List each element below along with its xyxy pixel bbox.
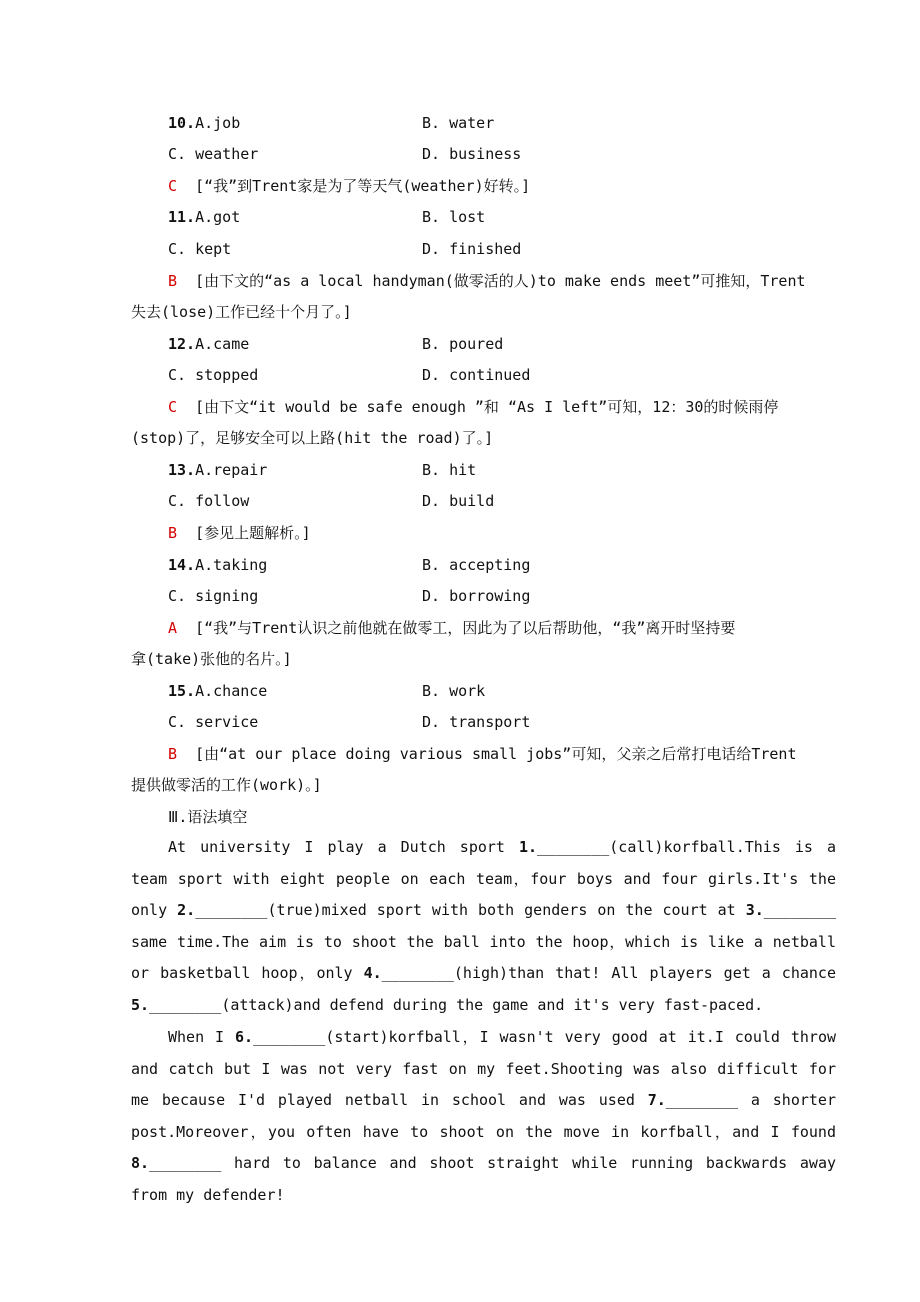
blank: ________ — [763, 901, 836, 920]
answer-key: B — [168, 524, 178, 542]
answer-explanation — [168, 744, 796, 764]
option-a: A.taking — [195, 556, 268, 574]
question-number: 11. — [168, 208, 196, 226]
question-15-row1 — [168, 681, 267, 701]
explanation-text: [由下文“it would be safe enough ”和 “As I left”可知，12：30的时候雨停 — [195, 398, 779, 416]
option-c: C. follow — [168, 492, 250, 510]
question-14-row1 — [168, 555, 267, 575]
blank: ________ — [665, 1091, 739, 1110]
option-b: B. work — [422, 682, 486, 700]
passage-text: (true)mixed sport with both genders on the court at — [267, 901, 746, 920]
option-d: D. transport — [422, 713, 531, 731]
answer-key: B — [168, 272, 178, 290]
question-number: 14. — [168, 556, 196, 574]
option-a: A.repair — [195, 461, 268, 479]
answer-explanation — [168, 523, 311, 543]
option-b: B. poured — [422, 335, 504, 353]
passage-text: At university I play a Dutch sport — [168, 838, 519, 856]
option-d: D. build — [422, 492, 495, 510]
option-c: C. weather — [168, 145, 259, 163]
answer-key: C — [168, 177, 178, 195]
section-title: Ⅲ.语法填空 — [168, 808, 248, 826]
answer-explanation — [168, 176, 530, 196]
blank-number: 2. — [177, 901, 196, 920]
answer-key: B — [168, 745, 178, 763]
answer-explanation — [168, 618, 735, 638]
option-c: C. kept — [168, 240, 232, 258]
blank: ________ — [537, 838, 610, 856]
explanation-continued: 提供做零活的工作(work)。] — [131, 776, 322, 794]
blank: ________ — [149, 995, 222, 1014]
question-11-row1 — [168, 207, 240, 227]
option-b: B. water — [422, 114, 495, 132]
passage-text: When I — [168, 1028, 236, 1046]
passage-text: (call)korfball.This is a team sport with eight people on each team，four boys and four girls.It's the only — [131, 838, 836, 920]
question-number: 15. — [168, 682, 196, 700]
blank: ________ — [195, 901, 268, 920]
explanation-text: [由“at our place doing various small jobs”可知，父亲之后常打电话给Trent — [195, 745, 797, 763]
option-c: C. stopped — [168, 366, 259, 384]
passage-text: hard to balance and shoot straight while running backwards away from my defender! — [131, 1154, 836, 1204]
option-c: C. service — [168, 713, 259, 731]
question-number: 13. — [168, 461, 196, 479]
question-12-row1 — [168, 334, 249, 354]
passage-text: (start)korfball，I wasn't very good at it.I could throw and catch but I was not very fast on my feet.Shooting was also difficult for me because I'd played netball in school and was used — [131, 1028, 836, 1110]
question-number: 10. — [168, 114, 196, 132]
passage-text: (high)than that! All players get a chance — [453, 964, 836, 983]
question-number: 12. — [168, 335, 196, 353]
blank-number: 6. — [235, 1028, 254, 1046]
question-13-row1 — [168, 460, 267, 480]
explanation-continued: 失去(lose)工作已经十个月了。] — [131, 303, 352, 321]
passage-paragraph-2 — [131, 1022, 836, 1212]
answer-key: A — [168, 619, 178, 637]
option-d: D. business — [422, 145, 522, 163]
answer-explanation — [168, 271, 806, 291]
option-a: A.chance — [195, 682, 268, 700]
passage-text: (attack)and defend during the game and it's very fast-paced. — [221, 995, 764, 1014]
explanation-text: [“我”与Trent认识之前他就在做零工，因此为了以后帮助他，“我”离开时坚持要 — [195, 619, 736, 637]
question-10-row1 — [168, 113, 240, 133]
blank: ________ — [381, 964, 454, 983]
option-d: D. continued — [422, 366, 531, 384]
passage-text: a shorter post.Moreover，you often have to shoot on the move in korfball，and I found — [131, 1091, 836, 1141]
explanation-continued: (stop)了，足够安全可以上路(hit the road)了。] — [131, 429, 494, 447]
option-c: C. signing — [168, 587, 259, 605]
option-d: D. borrowing — [422, 587, 531, 605]
option-a: A.came — [195, 335, 250, 353]
blank-number: 3. — [745, 901, 764, 920]
blank-number: 4. — [363, 964, 382, 983]
option-a: A.job — [195, 114, 241, 132]
option-b: B. accepting — [422, 556, 531, 574]
blank: ________ — [253, 1028, 326, 1046]
answer-key: C — [168, 398, 178, 416]
explanation-continued: 拿(take)张他的名片。] — [131, 650, 292, 668]
option-b: B. hit — [422, 461, 477, 479]
explanation-text: [“我”到Trent家是为了等天气(weather)好转。] — [195, 177, 531, 195]
passage-text: same time.The aim is to shoot the ball into the hoop，which is like a netball or basketball hoop，only — [131, 932, 836, 983]
blank-number: 7. — [647, 1091, 666, 1110]
option-a: A.got — [195, 208, 241, 226]
answer-explanation — [168, 397, 778, 417]
option-b: B. lost — [422, 208, 486, 226]
blank-number: 1. — [518, 838, 538, 856]
blank-number: 8. — [131, 1154, 150, 1173]
explanation-text: [由下文的“as a local handyman(做零活的人)to make ends meet”可推知，Trent — [195, 272, 806, 290]
blank-number: 5. — [131, 995, 150, 1014]
passage-paragraph-1 — [131, 832, 836, 1022]
blank: ________ — [149, 1154, 222, 1173]
explanation-text: [参见上题解析。] — [195, 524, 311, 542]
option-d: D. finished — [422, 240, 522, 258]
